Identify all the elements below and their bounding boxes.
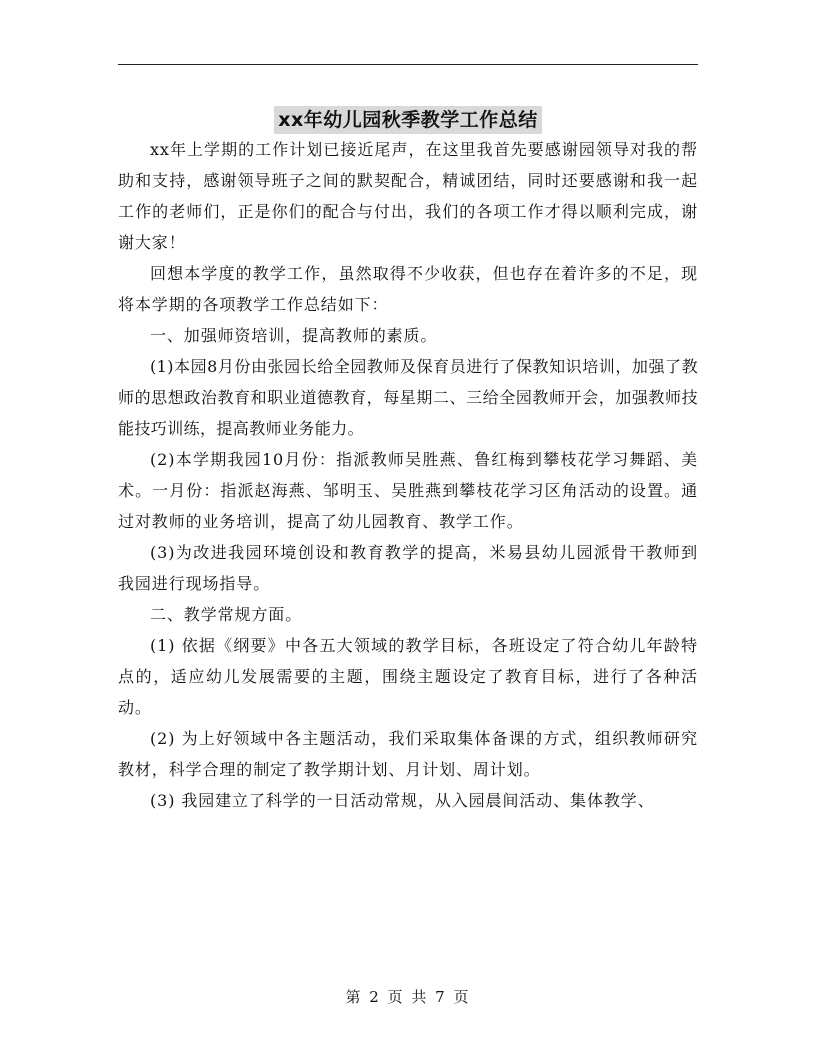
paragraph-intro: xx年上学期的工作计划已接近尾声，在这里我首先要感谢园领导对我的帮助和支持，感谢领导班子之间的默契配合，精诚团结，同时还要感谢和我一起工作的老师们，正是你们的配合与付出，我们的各项工作才得以顺利完成，谢谢大家！ [118,140,698,252]
document-title [0,96,816,131]
paragraph-routine-1: (1) 依据《纲要》中各五大领域的教学目标，各班设定了符合幼儿年龄特点的，适应幼儿发展需要的主题，围绕主题设定了教育目标，进行了各种活动。 [118,636,698,717]
paragraph-overview: 回想本学度的教学工作，虽然取得不少收获，但也存在着许多的不足，现将本学期的各项教学工作总结如下： [118,264,698,314]
document-title-text: xx年幼儿园秋季教学工作总结 [274,106,542,134]
paragraph-training-1: (1)本园8月份由张园长给全园教师及保育员进行了保教知识培训，加强了教师的思想政治教育和职业道德教育，每星期二、三给全园教师开会，加强教师技能技巧训练，提高教师业务能力。 [118,357,698,438]
paragraph-training-2: (2)本学期我园10月份：指派教师吴胜燕、鲁红梅到攀枝花学习舞蹈、美术。一月份：指派赵海燕、邹明玉、吴胜燕到攀枝花学习区角活动的设置。通过对教师的业务培训，提高了幼儿园教育、教学工作。 [118,450,698,531]
document-body [118,134,698,816]
page-number-footer: 第 2 页 共 7 页 [345,988,471,1006]
section-heading-teaching-routine: 二、教学常规方面。 [150,605,303,624]
paragraph-routine-2: (2) 为上好领域中各主题活动，我们采取集体备课的方式，组织教师研究教材，科学合理的制定了教学期计划、月计划、周计划。 [118,729,698,779]
header-rule [118,64,698,65]
paragraph-routine-3: (3) 我园建立了科学的一日活动常规，从入园晨间活动、集体教学、 [150,791,655,810]
paragraph-training-3: (3)为改进我园环境创设和教育教学的提高，米易县幼儿园派骨干教师到我园进行现场指导。 [118,543,698,593]
section-heading-teacher-training: 一、加强师资培训，提高教师的素质。 [150,326,438,345]
